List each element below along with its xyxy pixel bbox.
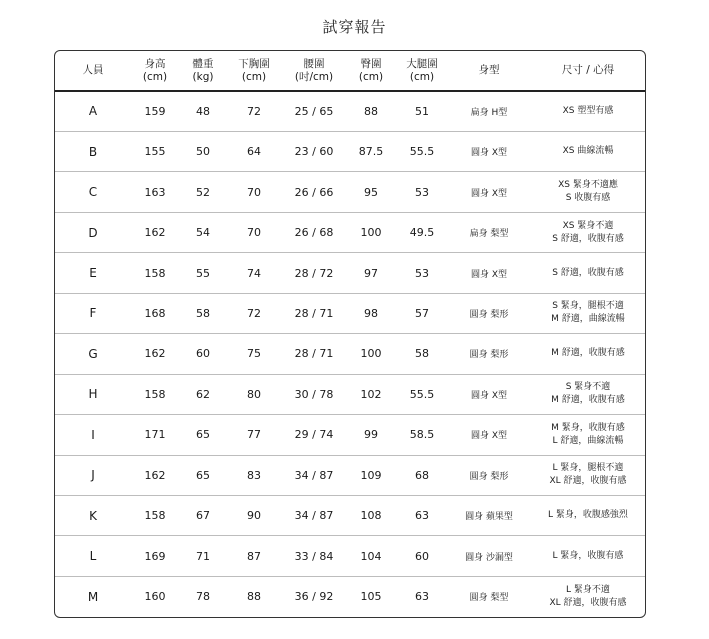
table-body bbox=[55, 91, 646, 617]
waist-cell: 33 / 84 bbox=[294, 549, 334, 563]
table-row bbox=[55, 131, 646, 171]
size-note-line: XS 塑型有感 bbox=[562, 105, 614, 116]
person-cell: E bbox=[89, 266, 97, 281]
size-notes-cell bbox=[529, 293, 646, 333]
header-waist bbox=[281, 51, 347, 91]
table-row bbox=[55, 212, 646, 252]
person-cell: A bbox=[88, 104, 98, 119]
header-size-notes bbox=[529, 51, 646, 91]
header-unit: (cm) bbox=[409, 70, 435, 83]
person-cell: G bbox=[88, 346, 98, 361]
waist-cell: 25 / 65 bbox=[294, 104, 334, 118]
header-unit: (cm) bbox=[241, 70, 267, 83]
hip-cell: 95 bbox=[364, 185, 378, 199]
underbust-cell: 80 bbox=[247, 387, 261, 401]
thigh-cell: 58 bbox=[415, 347, 429, 361]
thigh-cell: 60 bbox=[415, 549, 429, 563]
weight-cell: 65 bbox=[196, 428, 210, 442]
size-note-line: L 緊身，收腹感強烈 bbox=[548, 510, 628, 521]
weight-cell: 50 bbox=[196, 145, 210, 159]
table-header-row bbox=[55, 51, 646, 91]
waist-cell: 29 / 74 bbox=[294, 428, 334, 442]
height-cell: 160 bbox=[144, 590, 166, 604]
body-type-cell: 圓身 X型 bbox=[470, 390, 508, 401]
height-cell: 171 bbox=[144, 428, 166, 442]
header-label: 下胸圍 bbox=[238, 57, 270, 70]
weight-cell: 48 bbox=[196, 104, 210, 118]
table-row bbox=[55, 91, 646, 131]
size-notes-cell bbox=[529, 374, 646, 414]
size-note-line: XS 緊身不適 bbox=[562, 220, 614, 231]
table-row bbox=[55, 172, 646, 212]
thigh-cell: 51 bbox=[415, 104, 429, 118]
size-note-line: S 緊身不適 bbox=[565, 382, 611, 393]
hip-cell: 100 bbox=[360, 226, 382, 240]
body-type-cell: 扁身 H型 bbox=[470, 107, 508, 118]
table-row bbox=[55, 496, 646, 536]
height-cell: 168 bbox=[144, 306, 166, 320]
weight-cell: 65 bbox=[196, 468, 210, 482]
underbust-cell: 74 bbox=[247, 266, 261, 280]
thigh-cell: 55.5 bbox=[409, 387, 435, 401]
header-weight bbox=[179, 51, 227, 91]
thigh-cell: 68 bbox=[415, 468, 429, 482]
body-type-cell: 圓身 梨形 bbox=[469, 471, 509, 482]
body-type-cell: 圓身 梨形 bbox=[469, 309, 509, 320]
person-cell: M bbox=[87, 589, 99, 604]
hip-cell: 109 bbox=[360, 468, 382, 482]
waist-cell: 23 / 60 bbox=[294, 145, 334, 159]
size-notes-cell bbox=[529, 91, 646, 131]
weight-cell: 52 bbox=[196, 185, 210, 199]
fitting-report-table bbox=[54, 50, 646, 618]
body-type-cell: 圓身 梨型 bbox=[469, 593, 509, 604]
height-cell: 159 bbox=[144, 104, 166, 118]
body-type-cell: 圓身 沙漏型 bbox=[465, 552, 513, 563]
weight-cell: 62 bbox=[196, 387, 210, 401]
person-cell: C bbox=[88, 185, 98, 200]
waist-cell: 28 / 72 bbox=[294, 266, 334, 280]
thigh-cell: 53 bbox=[415, 266, 429, 280]
header-label: 大腿圍 bbox=[406, 57, 438, 70]
underbust-cell: 77 bbox=[247, 428, 261, 442]
size-notes-cell bbox=[529, 536, 646, 576]
thigh-cell: 55.5 bbox=[409, 145, 435, 159]
size-notes-cell bbox=[529, 212, 646, 252]
height-cell: 169 bbox=[144, 549, 166, 563]
body-type-cell: 圓身 X型 bbox=[470, 148, 508, 159]
size-note-line: M 緊身，收腹有感 bbox=[551, 422, 625, 433]
underbust-cell: 64 bbox=[247, 145, 261, 159]
hip-cell: 102 bbox=[360, 387, 382, 401]
person-cell: L bbox=[89, 549, 97, 564]
thigh-cell: 53 bbox=[415, 185, 429, 199]
person-cell: F bbox=[89, 306, 97, 321]
weight-cell: 67 bbox=[196, 509, 210, 523]
size-notes-cell bbox=[529, 496, 646, 536]
size-note-line: M 舒適，收腹有感 bbox=[551, 395, 625, 406]
size-note-line: S 收腹有感 bbox=[565, 193, 611, 204]
size-note-line: L 緊身不適 bbox=[566, 584, 610, 595]
underbust-cell: 72 bbox=[247, 104, 261, 118]
size-notes-cell bbox=[529, 172, 646, 212]
header-underbust bbox=[227, 51, 281, 91]
weight-cell: 54 bbox=[196, 226, 210, 240]
underbust-cell: 90 bbox=[247, 509, 261, 523]
hip-cell: 88 bbox=[364, 104, 378, 118]
hip-cell: 100 bbox=[360, 347, 382, 361]
underbust-cell: 88 bbox=[247, 590, 261, 604]
size-note-line: S 舒適，收腹有感 bbox=[552, 267, 624, 278]
underbust-cell: 83 bbox=[247, 468, 261, 482]
header-label: 身型 bbox=[478, 64, 500, 76]
underbust-cell: 70 bbox=[247, 226, 261, 240]
table-row bbox=[55, 536, 646, 576]
size-notes-cell bbox=[529, 334, 646, 374]
body-type-cell: 圓身 梨形 bbox=[469, 350, 509, 361]
waist-cell: 26 / 66 bbox=[294, 185, 334, 199]
hip-cell: 99 bbox=[364, 428, 378, 442]
hip-cell: 108 bbox=[360, 509, 382, 523]
underbust-cell: 75 bbox=[247, 347, 261, 361]
person-cell: H bbox=[88, 387, 98, 402]
header-body-type bbox=[449, 51, 529, 91]
underbust-cell: 72 bbox=[247, 306, 261, 320]
person-cell: B bbox=[88, 144, 98, 159]
header-unit: (cm) bbox=[142, 70, 168, 83]
hip-cell: 104 bbox=[360, 549, 382, 563]
underbust-cell: 87 bbox=[247, 549, 261, 563]
size-note-line: S 緊身，腿根不適 bbox=[552, 301, 624, 312]
size-note-line: L 緊身，腿根不適 bbox=[552, 463, 624, 474]
size-note-line: XL 舒適，收腹有感 bbox=[549, 476, 627, 487]
weight-cell: 58 bbox=[196, 306, 210, 320]
waist-cell: 36 / 92 bbox=[294, 590, 334, 604]
weight-cell: 60 bbox=[196, 347, 210, 361]
size-note-line: XS 緊身不適應 bbox=[558, 180, 618, 191]
header-unit: (kg) bbox=[192, 70, 214, 83]
size-notes-cell bbox=[529, 415, 646, 455]
size-note-line: XS 曲線流暢 bbox=[562, 146, 614, 157]
person-cell: K bbox=[89, 508, 97, 523]
height-cell: 162 bbox=[144, 468, 166, 482]
table-row bbox=[55, 293, 646, 333]
hip-cell: 105 bbox=[360, 590, 382, 604]
header-label: 體重 bbox=[192, 57, 214, 70]
header-height bbox=[131, 51, 179, 91]
size-notes-cell bbox=[529, 131, 646, 171]
hip-cell: 98 bbox=[364, 306, 378, 320]
hip-cell: 97 bbox=[364, 266, 378, 280]
header-unit: (吋/cm) bbox=[294, 70, 334, 83]
thigh-cell: 49.5 bbox=[409, 226, 435, 240]
height-cell: 163 bbox=[144, 185, 166, 199]
size-note-line: M 舒適，曲線流暢 bbox=[551, 314, 625, 325]
header-label: 腰圍 bbox=[303, 57, 325, 70]
body-type-cell: 扁身 梨型 bbox=[469, 229, 509, 240]
table-row bbox=[55, 455, 646, 495]
waist-cell: 30 / 78 bbox=[294, 387, 334, 401]
height-cell: 162 bbox=[144, 226, 166, 240]
table-row bbox=[55, 253, 646, 293]
size-note-line: L 緊身，收腹有感 bbox=[552, 550, 624, 561]
thigh-cell: 57 bbox=[415, 306, 429, 320]
header-label: 尺寸 / 心得 bbox=[561, 64, 615, 76]
size-notes-cell bbox=[529, 455, 646, 495]
weight-cell: 78 bbox=[196, 590, 210, 604]
body-type-cell: 圓身 X型 bbox=[470, 431, 508, 442]
header-label: 身高 bbox=[144, 57, 166, 70]
body-type-cell: 圓身 X型 bbox=[470, 188, 508, 199]
table-row bbox=[55, 374, 646, 414]
table-row bbox=[55, 576, 646, 617]
waist-cell: 28 / 71 bbox=[294, 306, 334, 320]
body-type-cell: 圓身 蘋果型 bbox=[465, 512, 513, 523]
height-cell: 158 bbox=[144, 266, 166, 280]
size-note-line: M 舒適，收腹有感 bbox=[551, 348, 625, 359]
thigh-cell: 63 bbox=[415, 590, 429, 604]
person-cell: I bbox=[91, 427, 95, 442]
waist-cell: 34 / 87 bbox=[294, 509, 334, 523]
waist-cell: 26 / 68 bbox=[294, 226, 334, 240]
thigh-cell: 63 bbox=[415, 509, 429, 523]
size-note-line: S 舒適，收腹有感 bbox=[552, 233, 624, 244]
header-person bbox=[55, 51, 131, 91]
weight-cell: 71 bbox=[196, 549, 210, 563]
height-cell: 158 bbox=[144, 509, 166, 523]
person-cell: J bbox=[91, 468, 95, 483]
header-thigh bbox=[395, 51, 449, 91]
body-type-cell: 圓身 X型 bbox=[470, 269, 508, 280]
thigh-cell: 58.5 bbox=[409, 428, 435, 442]
waist-cell: 34 / 87 bbox=[294, 468, 334, 482]
table-row bbox=[55, 415, 646, 455]
height-cell: 162 bbox=[144, 347, 166, 361]
page-title: 試穿報告 bbox=[322, 18, 387, 36]
header-unit: (cm) bbox=[358, 70, 384, 83]
size-notes-cell bbox=[529, 576, 646, 617]
header-label: 人員 bbox=[82, 64, 104, 76]
size-note-line: XL 舒適，收腹有感 bbox=[549, 597, 627, 608]
weight-cell: 55 bbox=[196, 266, 210, 280]
person-cell: D bbox=[88, 225, 98, 240]
height-cell: 155 bbox=[144, 145, 166, 159]
underbust-cell: 70 bbox=[247, 185, 261, 199]
waist-cell: 28 / 71 bbox=[294, 347, 334, 361]
header-label: 臀圍 bbox=[360, 57, 382, 70]
size-note-line: L 舒適，曲線流暢 bbox=[552, 435, 624, 446]
hip-cell: 87.5 bbox=[358, 145, 384, 159]
size-notes-cell bbox=[529, 253, 646, 293]
header-hip bbox=[347, 51, 395, 91]
table-row bbox=[55, 334, 646, 374]
height-cell: 158 bbox=[144, 387, 166, 401]
